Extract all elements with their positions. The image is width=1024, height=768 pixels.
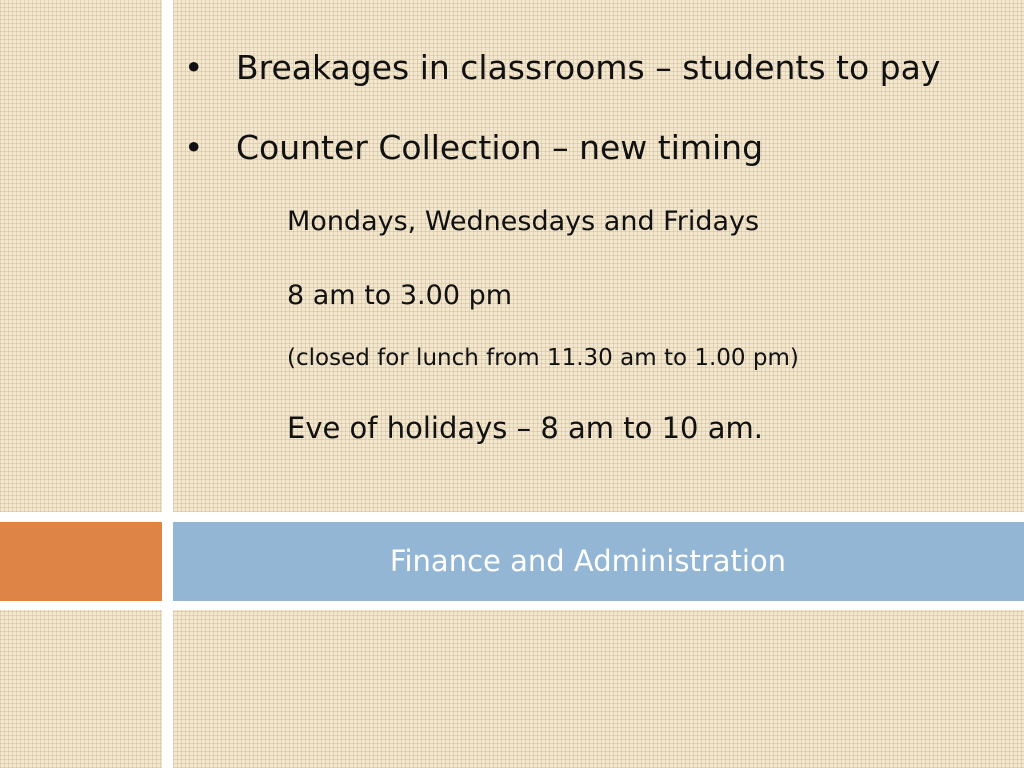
bullet-marker: • bbox=[184, 128, 204, 167]
holiday-eve-hours: Eve of holidays – 8 am to 10 am. bbox=[287, 411, 763, 445]
bullet-item bbox=[184, 128, 763, 167]
background-panel-bottom-right bbox=[173, 610, 1024, 768]
lunch-closure-note: (closed for lunch from 11.30 am to 1.00 pm) bbox=[287, 345, 799, 371]
bullet-item bbox=[184, 48, 940, 87]
background-panel-bottom-left bbox=[0, 610, 162, 768]
bullet-text: Breakages in classrooms – students to pay bbox=[236, 48, 941, 87]
bullet-marker: • bbox=[184, 48, 204, 87]
footer-title: Finance and Administration bbox=[389, 544, 787, 578]
bullet-text: Counter Collection – new timing bbox=[236, 128, 764, 167]
schedule-hours: 8 am to 3.00 pm bbox=[287, 280, 513, 311]
schedule-days: Mondays, Wednesdays and Fridays bbox=[287, 206, 760, 237]
orange-accent-block bbox=[0, 522, 162, 601]
